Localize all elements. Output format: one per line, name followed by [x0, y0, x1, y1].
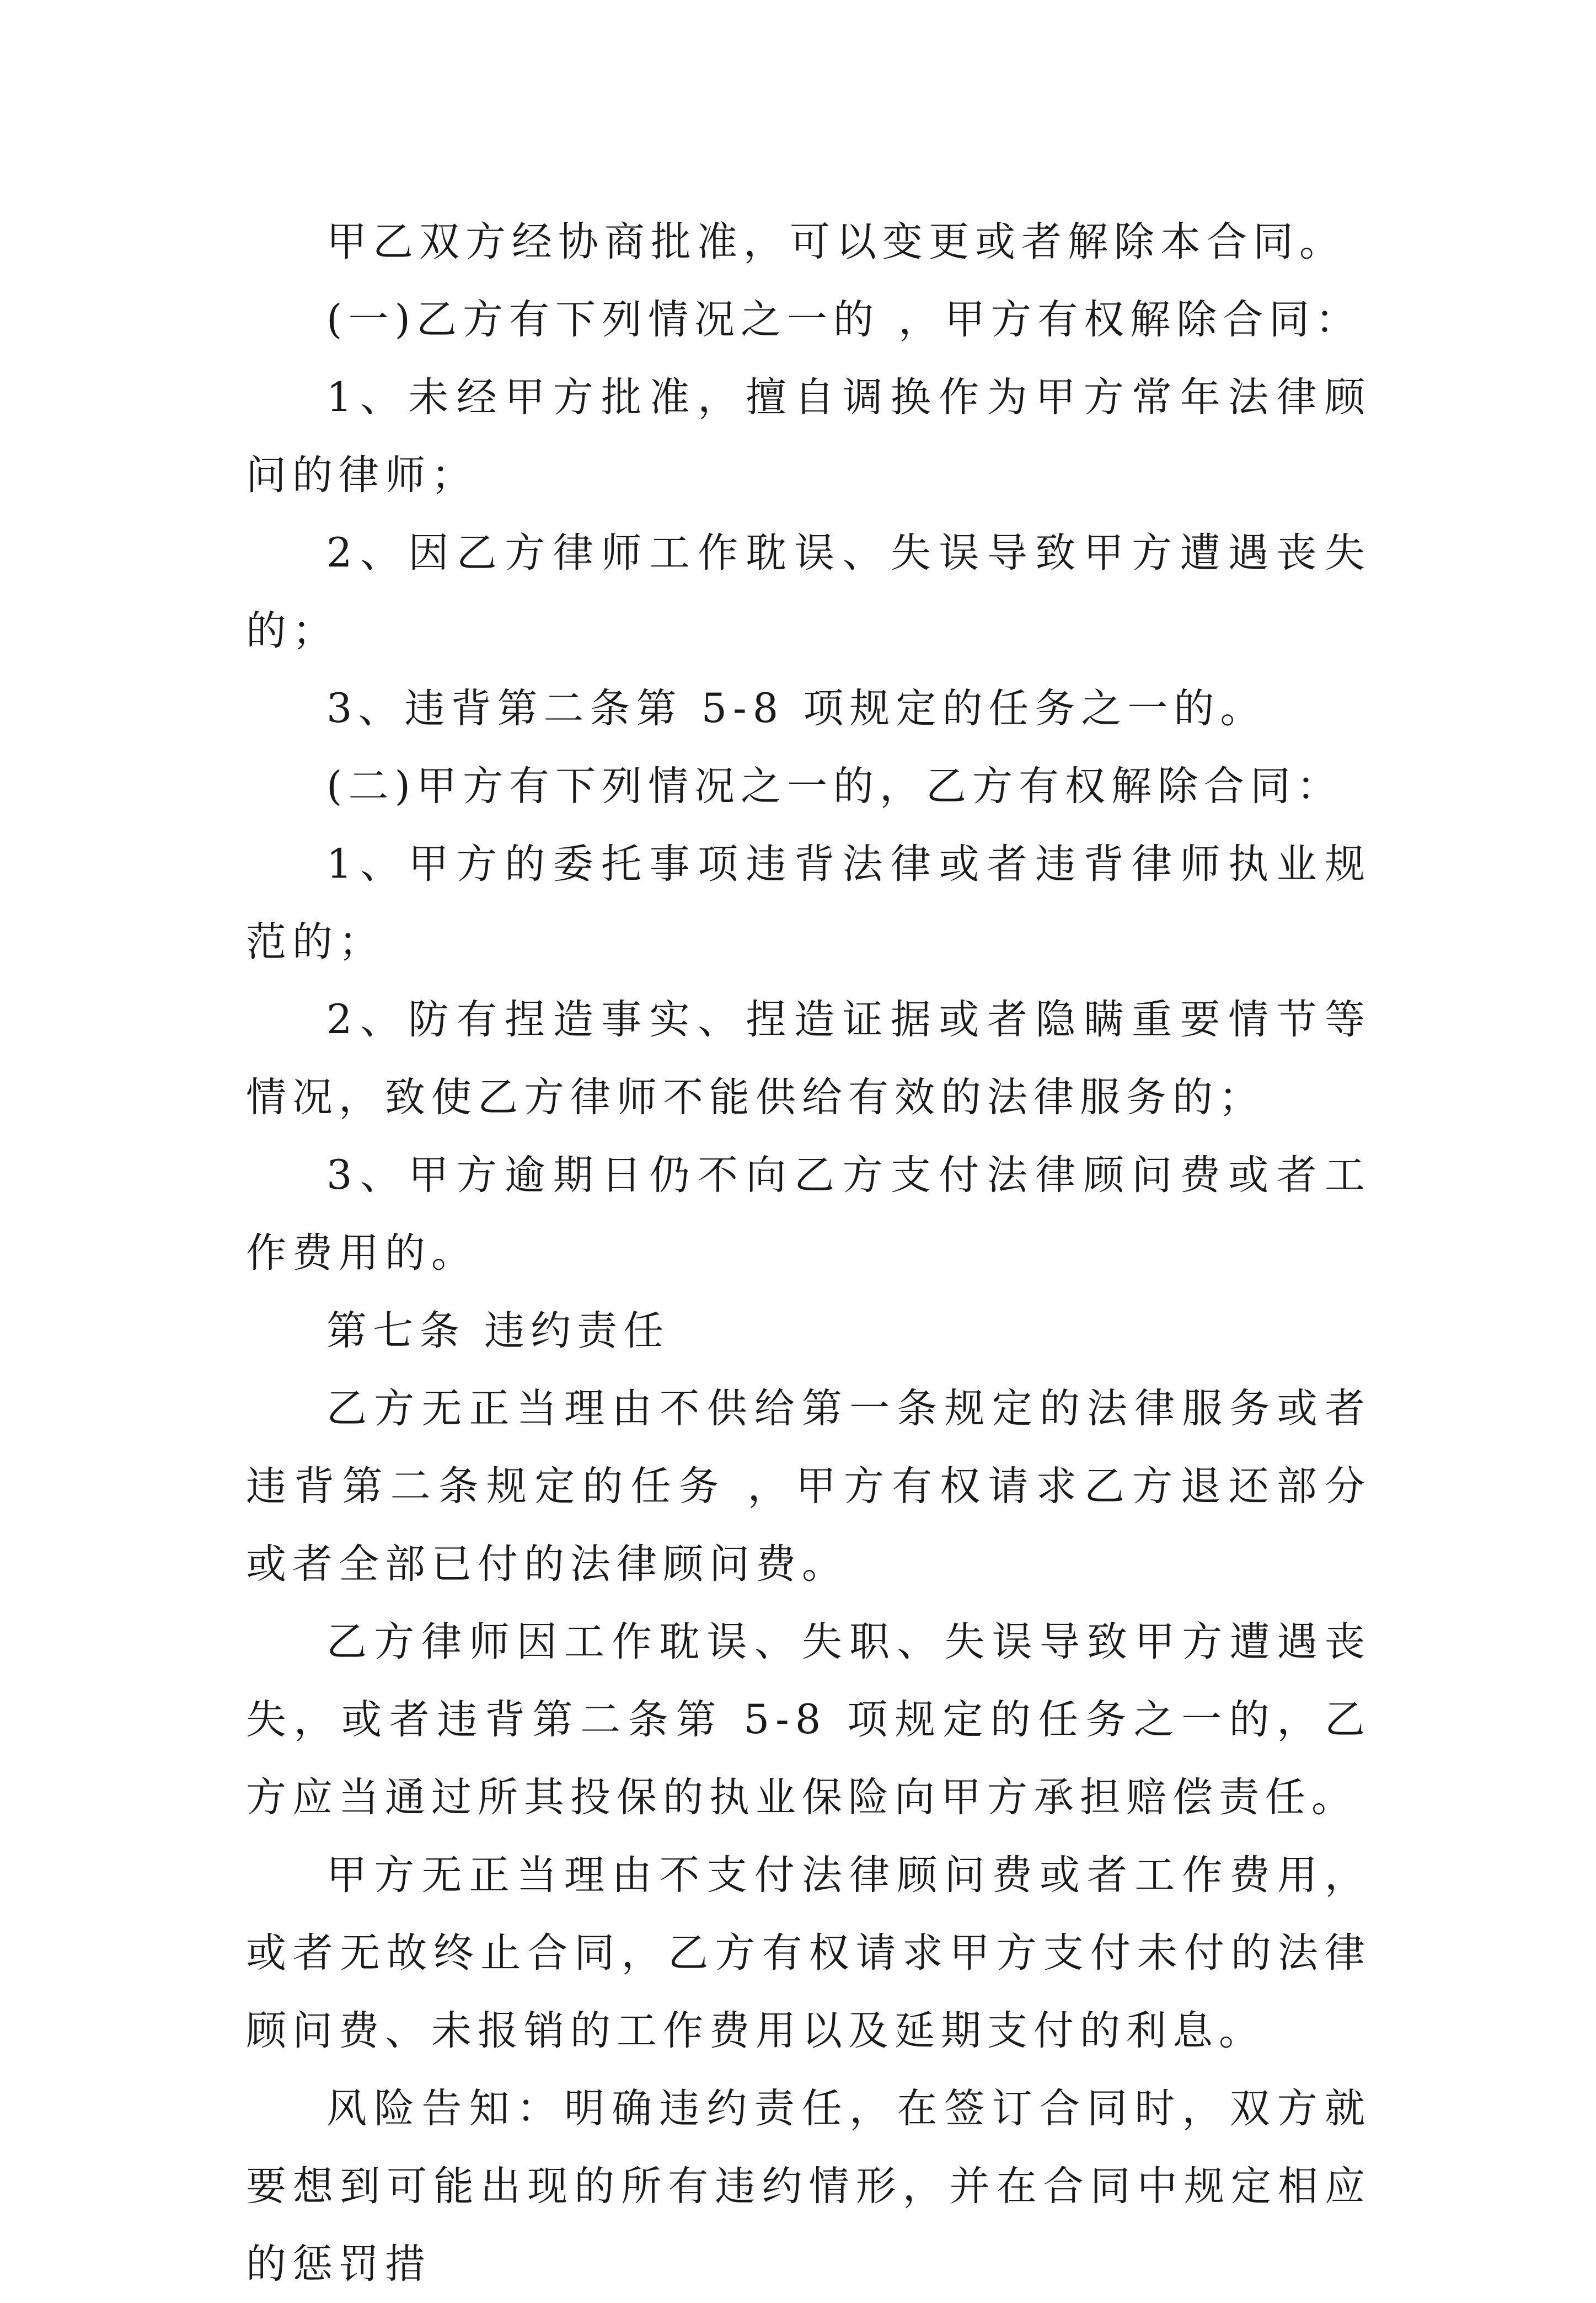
- paragraph-party-a-payment-default: 甲方无正当理由不支付法律顾问费或者工作费用，或者无故终止合同，乙方有权请求甲方支付未付的法律顾问费、未报销的工作费用以及延期支付的利息。: [246, 1852, 1371, 2054]
- paragraph-party-a-termination-heading: (一)乙方有下列情况之一的 ，甲方有权解除合同：: [326, 296, 1362, 343]
- paragraph-amendment: 甲乙双方经协商批准，可以变更或者解除本合同。: [326, 218, 1346, 265]
- paragraph-party-b-termination-heading: (二)甲方有下列情况之一的，乙方有权解除合同：: [326, 763, 1343, 810]
- paragraph-clause-3-task-violation: 3、违背第二条第 5-8 项规定的任务之一的。: [326, 685, 1267, 732]
- paragraph-clause-3-overdue-payment: 3、甲方逾期日仍不向乙方支付法律顾问费或者工作费用的。: [246, 1152, 1371, 1276]
- paragraph-clause-2-lawyer-error: 2、因乙方律师工作耽误、失误导致甲方遭遇丧失的；: [246, 530, 1371, 654]
- section-heading-article-7: 第七条 违约责任: [326, 1307, 670, 1354]
- paragraph-clause-2-fabrication: 2、防有捏造事实、捏造证据或者隐瞒重要情节等情况，致使乙方律师不能供给有效的法律服务的；: [246, 996, 1371, 1121]
- paragraph-party-b-compensation: 乙方律师因工作耽误、失职、失误导致甲方遭遇丧失，或者违背第二条第 5-8 项规定的任务之一的，乙方应当通过所其投保的执业保险向甲方承担赔偿责任。: [246, 1618, 1371, 1821]
- paragraph-clause-1-lawyer-change: 1、未经甲方批准，擅自调换作为甲方常年法律顾问的律师；: [246, 374, 1371, 499]
- paragraph-party-b-refund: 乙方无正当理由不供给第一条规定的法律服务或者违背第二条规定的任务 ，甲方有权请求乙方退还部分或者全部已付的法律顾问费。: [246, 1385, 1371, 1588]
- paragraph-clause-1-illegal-request: 1、甲方的委托事项违背法律或者违背律师执业规范的；: [246, 841, 1371, 965]
- paragraph-risk-notice: 风险告知：明确违约责任，在签订合同时，双方就要想到可能出现的所有违约情形，并在合同中规定相应的惩罚措: [246, 2085, 1371, 2288]
- document-body: [246, 203, 1371, 2303]
